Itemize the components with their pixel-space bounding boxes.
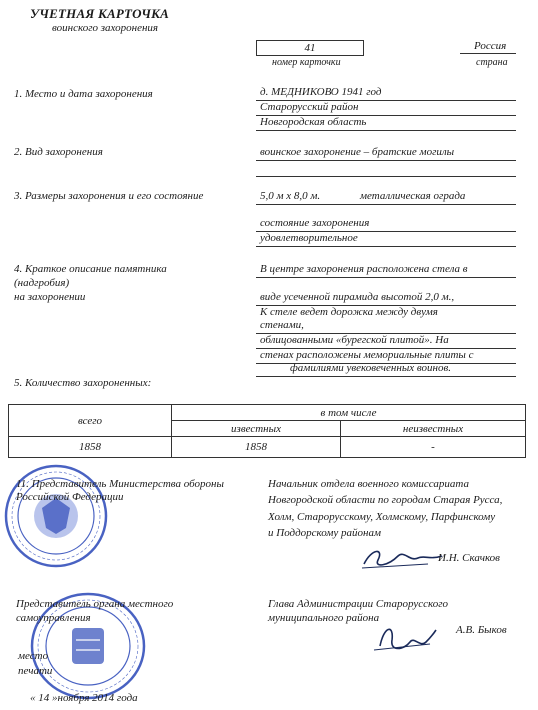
monument-line-5: облицованными «бурегской плитой». На [260,334,449,346]
stamp-print-label: печати [18,665,53,677]
place-line-2: Старорусский район [260,101,359,113]
place-line-3: Новгородская область [260,116,367,128]
monument-line-2: виде усеченной пирамида высотой 2,0 м., [260,291,455,303]
monument-line-7: фамилиями увековеченных воинов. [290,362,452,374]
country-label: страна [476,57,508,68]
header-total: всего [9,405,172,437]
monument-line-4: стенами, [260,319,304,331]
head-line-2: муниципального района [268,612,380,624]
place-label: 1. Место и дата захоронения [14,88,153,100]
commissar-line-1: Начальник отдела военного комиссариата [268,478,469,490]
monument-line-3: К стеле ведет дорожка между двумя [260,306,438,318]
header-known: известных [172,421,341,437]
type-value: воинское захоронение – братские могилы [260,146,455,158]
cell-known: 1858 [172,437,341,458]
header-including: в том числе [172,405,526,421]
type-underline-2 [256,176,516,177]
header-unknown: неизвестных [341,421,526,437]
place-line-1: д. МЕДНИКОВО 1941 год [260,86,382,98]
place-underline-3 [256,130,516,131]
commissar-signature [358,542,444,574]
monument-label-1: 4. Краткое описание памятника [14,263,167,275]
size-underline-1 [256,204,516,205]
commissar-line-4: и Поддорскому районам [268,527,381,539]
monument-label-3: на захоронении [14,291,86,303]
size-label: 3. Размеры захоронения и его состояние [14,190,204,202]
head-signature [370,616,438,662]
mod-rep-line-1: 11. Представитель Министерства обороны [16,478,224,490]
cell-unknown: - [341,437,526,458]
country-value: Россия [474,40,507,52]
size-value: 5,0 м х 8,0 м. [260,190,321,202]
signing-date: « 14 »ноября 2014 года [30,692,138,704]
condition-underline-2 [256,246,516,247]
condition-line-1: состояние захоронения [260,217,370,229]
burial-count-table [8,404,526,458]
commissar-line-3: Холм, Старорусскому, Холмскому, Парфинскому [268,511,496,523]
type-underline-1 [256,160,516,161]
commissar-name: И.Н. Скачков [438,552,500,564]
mod-rep-line-2: Российской Федерации [16,491,124,503]
local-rep-line-1: Представитель органа местного [16,598,174,610]
monument-underline-1 [256,277,516,278]
card-subtitle: воинского захоронения [52,22,159,34]
monument-line-1: В центре захоронения расположена стела в [260,263,468,275]
card-title: УЧЕТНАЯ КАРТОЧКА [30,6,170,21]
monument-label-2: (надгробия) [14,277,70,289]
cell-total: 1858 [9,437,172,458]
commissar-line-2: Новгородской области по городам Старая Русса, [268,494,503,506]
card-number-label: номер карточки [272,57,341,68]
card-number-value: 41 [304,42,316,54]
fence-value: металлическая ограда [360,190,466,202]
stamp-place-label: место [18,650,49,662]
count-label: 5. Количество захороненных: [14,377,152,389]
head-name: А.В. Быков [456,624,507,636]
head-line-1: Глава Администрации Старорусского [268,598,448,610]
card-number-field [256,40,364,56]
condition-line-2: удовлетворительное [260,232,358,244]
local-rep-line-2: самоуправления [16,612,91,624]
monument-underline-6 [256,376,516,377]
type-label: 2. Вид захоронения [14,146,103,158]
country-underline [460,53,516,54]
monument-line-6: стенах расположены мемориальные плиты с [260,349,474,361]
